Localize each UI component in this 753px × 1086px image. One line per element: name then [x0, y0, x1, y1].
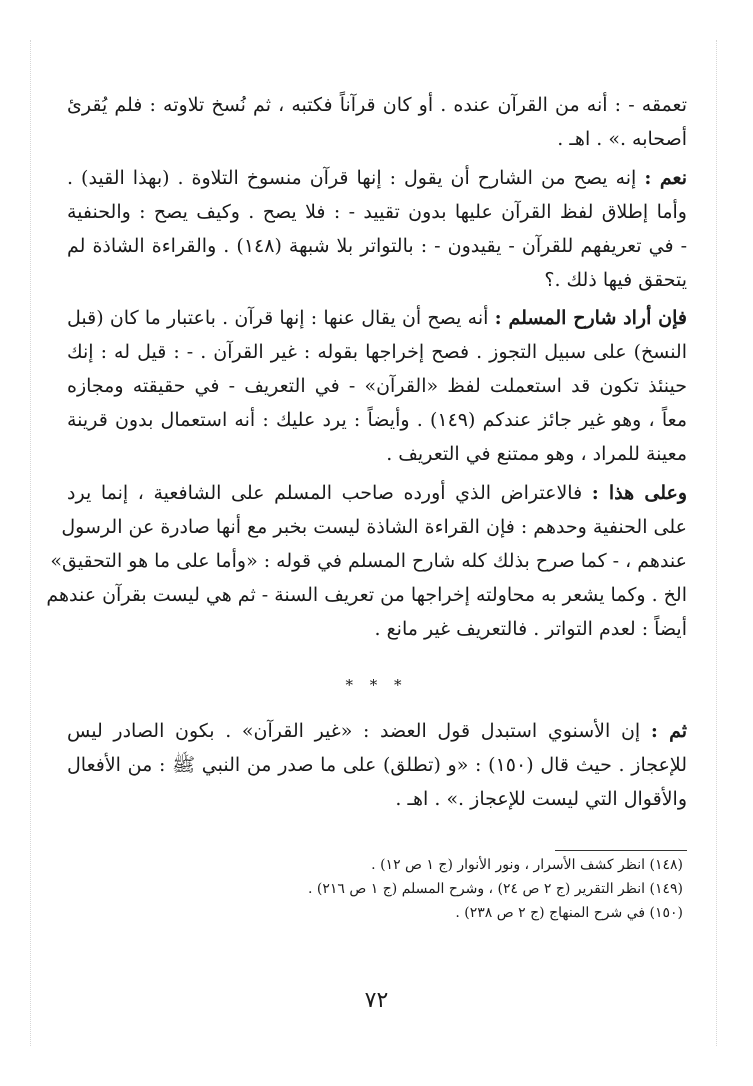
text-line: أصحابه .» . اهـ . [557, 128, 687, 150]
text-line: وعلى هذا : فالاعتراض الذي أورده صاحب المسلم على الشافعية ، إنما يرد [67, 482, 687, 504]
page-number: ٧٢ [364, 988, 389, 1013]
text-line: حينئذ تكون قد استعملت لفظ «القرآن» - في التعريف - في حقيقته ومجازه [67, 375, 687, 397]
paragraph-lead: وعلى هذا : [591, 482, 687, 504]
paragraph-lead: نعم : [644, 167, 688, 189]
text-line: على الحنفية وحدهم : فإن القراءة الشاذة ليست بخبر مع أنها صادرة عن الرسول [61, 516, 687, 538]
text-line: معاً ، وهو غير جائز عندكم (١٤٩) . وأيضاً : يرد عليك : أنه استعمال بدون قرينة [67, 409, 687, 431]
section-separator: * * * [345, 676, 408, 694]
text-line: وأما إطلاق لفظ القرآن عليها بدون تقييد - : فلا يصح . وكيف يصح : والحنفية [67, 201, 687, 223]
footnote: (١٤٨) انظر كشف الأسرار ، ونور الأنوار (ج ١ ص ١٢) . [371, 857, 683, 873]
footnote-divider [555, 850, 687, 851]
text-line: أيضاً : لعدم التواتر . فالتعريف غير مانع . [374, 618, 687, 640]
footnote: (١٤٩) انظر التقرير (ج ٢ ص ٢٤) ، وشرح المسلم (ج ١ ص ٢١٦) . [308, 881, 683, 897]
text-line: فإن أراد شارح المسلم : أنه يصح أن يقال عنها : إنها قرآن . باعتبار ما كان (قبل [67, 307, 688, 329]
paragraph-lead: ثم : [650, 720, 688, 742]
text-line: النسخ) على سبيل التجوز . فصح إخراجها بقوله : غير القرآن . - : قيل له : إنك [67, 341, 687, 363]
text-line: عندهم ، - كما صرح بذلك كله شارح المسلم في قوله : «وأما على ما هو التحقيق» [50, 550, 687, 572]
text-line: - في تعريفهم للقرآن - يقيدون - : بالتواتر بلا شبهة (١٤٨) . والقراءة الشاذة لم [67, 235, 688, 257]
text-line: يتحقق فيها ذلك .؟ [544, 269, 687, 291]
footnote: (١٥٠) في شرح المنهاج (ج ٢ ص ٢٣٨) . [455, 905, 683, 921]
text-line: تعمقه - : أنه من القرآن عنده . أو كان قرآناً فكتبه ، ثم نُسخ تلاوته : فلم يُقرئ [67, 94, 687, 116]
text-line: للإعجاز . حيث قال (١٥٠) : «و (تطلق) على ما صدر من النبي ﷺ : من الأفعال [67, 754, 687, 776]
text-line: الخ . وكما يشعر به محاولته إخراجها من تعريف السنة - ثم هي ليست بقرآن عندهم [46, 584, 687, 606]
scan-margin-left [30, 40, 31, 1046]
scan-margin-right [716, 40, 717, 1046]
text-line: نعم : إنه يصح من الشارح أن يقول : إنها قرآن منسوخ التلاوة . (بهذا القيد) . [67, 167, 688, 189]
text-line: معينة للمراد ، وهو ممتنع في التعريف . [386, 443, 687, 465]
paragraph-lead: فإن أراد شارح المسلم : [494, 307, 688, 329]
text-line: والأقوال التي ليست للإعجاز .» . اهـ . [395, 788, 687, 810]
text-line: ثم : إن الأسنوي استبدل قول العضد : «غير القرآن» . بكون الصادر ليس [67, 720, 688, 742]
